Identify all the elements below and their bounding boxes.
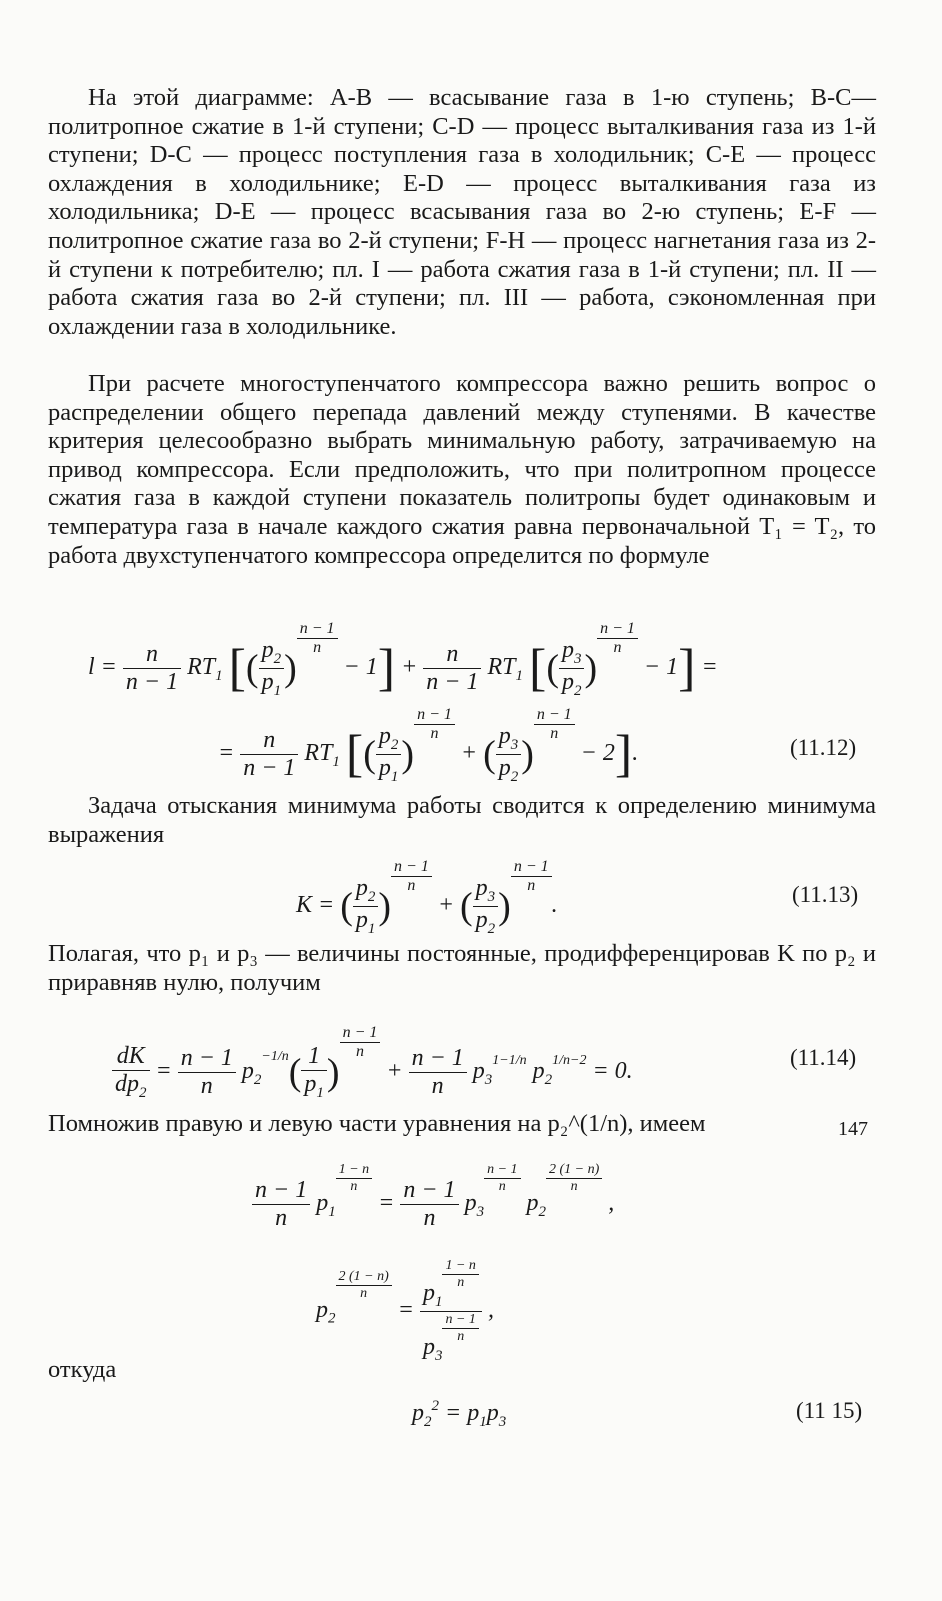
paragraph-text: На этой диаграмме: A-B — всасывание газа в 1-ю ступень; B-C— политропное сжатие в 1-й ступени; C-D — процесс выталкивания газа из 1-й ступени; D-C — процесс поступления газа в холодильник; C-E — процесс охлаждения в холодильнике; E-D — процесс выталкивания газа из холодильника; D-E — процесс всасывания газа во 2-ю ступень; E-F — политропное сжатие газа во 2-й ступени; F-H — процесс нагнетания газа из 2-й ступени к потребителю; пл. I — работа сжатия газа в 1-й ступени; пл. II — работа сжатия газа во 2-й ступени; пл. III — работа, сэкономленная при охлаждении газа в холодильнике. xyxy=(48,84,876,340)
paragraph-text: откуда xyxy=(48,1356,117,1383)
paragraph-diagram-description xyxy=(48,84,876,341)
equation-number-11-15: (11 15) xyxy=(796,1398,863,1423)
equation-11-12-line-2: = $\frac{n}{n - 1}$ $RT_1$ [( $\frac{p_2}{p_1}$ ) $^{\frac{n - 1}{n}}$ + ( $\frac{p_3}{p_2}$ ) $^{\frac{n - 1}{n}}$ − 2]. xyxy=(218,706,639,785)
paragraph-differentiation xyxy=(48,940,876,997)
paragraph-whence xyxy=(48,1356,876,1385)
paragraph-text: Задача отыскания минимума работы сводится к определению минимума выражения xyxy=(48,792,876,848)
equation-intermediate-2: $p_2$ $^{\frac{2 (1 - n)}{n}}$ = $p_1$ $^{\frac{1 - n}{n}}$ $p_3$ $^{\frac{n - 1}{n}}$ , xyxy=(316,1258,494,1364)
equation-number-11-13: (11.13) xyxy=(792,882,859,907)
equation-11-14: $\frac{dK}{dp_2}$ = $\frac{n - 1}{n}$ $p_2^{-1/n}$( $\frac{1}{p_1}$ ) $^{\frac{n - 1}{n}}$ + $\frac{n - 1}{n}$ $p_3^{1-1/n}$ $p_2^{1/n-2} = 0$. xyxy=(112,1024,633,1102)
equation-number-11-14: (11.14) xyxy=(790,1045,857,1070)
equation-11-12-line-1: l = $\frac{n}{n - 1}$ $RT_1$ [( $\frac{p_2}{p_1}$ ) $^{\frac{n - 1}{n}}$ − 1] + $\frac{n}{n - 1}$ $RT_1$ [( $\frac{p_3}{p_2}$ ) $^{\frac{n - 1}{n}}$ − 1] = xyxy=(88,620,718,699)
equation-11-13: K = ( $\frac{p_2}{p_1}$ ) $^{\frac{n - 1}{n}}$ + ( $\frac{p_3}{p_2}$ ) $^{\frac{n - 1}{n}}$ . xyxy=(296,858,558,937)
paragraph-multiply xyxy=(48,1110,876,1139)
paragraph-compressor-calculation xyxy=(48,370,876,570)
paragraph-minimum-problem xyxy=(48,792,876,849)
paragraph-text: Помножив правую и левую части уравнения на p₂^(1/n), имеем xyxy=(48,1110,706,1137)
paragraph-text: Полагая, что p₁ и p₃ — величины постоянные, продифференцировав K по p₂ и приравняв нулю, получим xyxy=(48,940,876,996)
equation-11-15: $p_2^2 = p_1p_3$ xyxy=(412,1398,507,1430)
equation-number-11-12: (11.12) xyxy=(790,735,857,760)
paragraph-text: При расчете многоступенчатого компрессора важно решить вопрос о распределении общего перепада давлений между ступенями. В качестве критерия целесообразно выбрать минимальную работу, затрачиваемую на привод компрессора. Если предположить, что при политропном процессе сжатия газа в каждой ступени показатель политропы будет одинаковым и температура газа в начале каждого сжатия равна первоначальной T₁ = T₂, то работа двухступенчатого компрессора определится по формуле xyxy=(48,370,876,569)
equation-intermediate-1: $\frac{n - 1}{n}$ $p_1$ $^{\frac{1 - n}{n}}$ = $\frac{n - 1}{n}$ $p_3$ $^{\frac{n - 1}{n}}$ $p_2$ $^{\frac{2 (1 - n)}{n}}$ , xyxy=(252,1162,614,1232)
page-number: 147 xyxy=(838,1118,868,1140)
